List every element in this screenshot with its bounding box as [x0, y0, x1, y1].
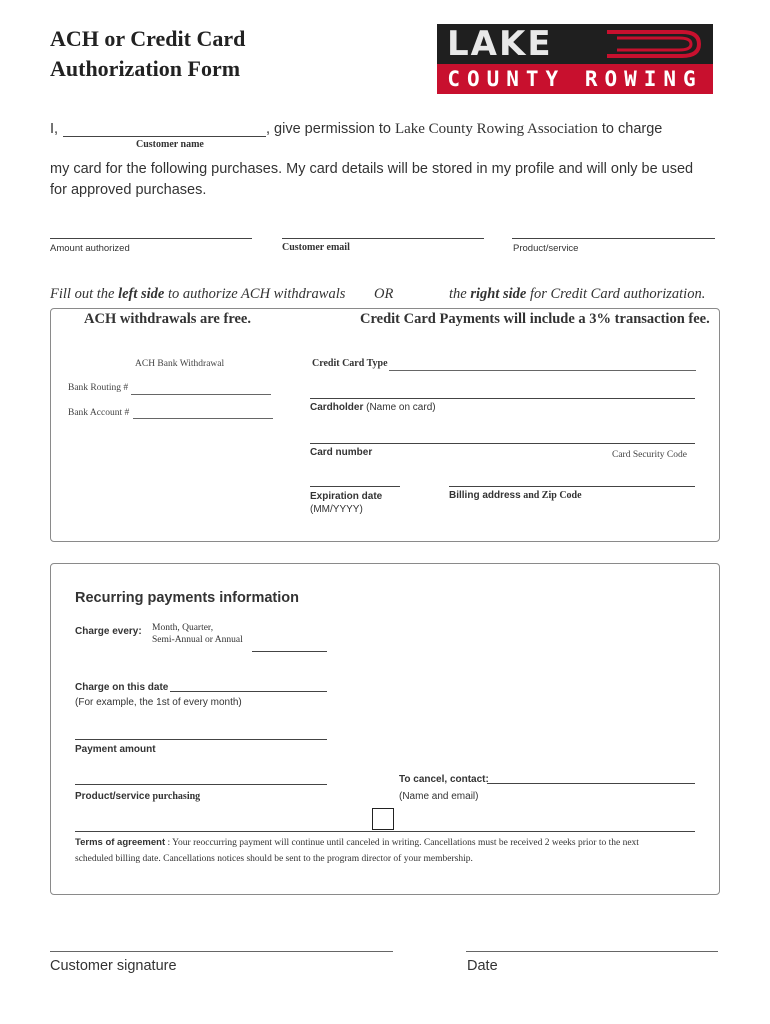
instructions-or: OR	[374, 286, 394, 302]
form-title	[50, 24, 350, 84]
charge-every-label: Charge every:	[75, 626, 142, 637]
charge-on-field[interactable]	[170, 691, 327, 692]
recurring-product-field[interactable]	[75, 784, 327, 785]
logo-stripes-icon	[587, 28, 707, 60]
bank-routing-field[interactable]	[131, 394, 271, 395]
terms-of-agreement	[75, 835, 705, 867]
cardholder-label-group	[310, 402, 436, 413]
payment-amount-field[interactable]	[75, 739, 327, 740]
permission-sentence	[266, 121, 662, 138]
recurring-product-label-group	[75, 791, 200, 802]
date-field[interactable]	[466, 951, 718, 952]
bank-account-field[interactable]	[133, 418, 273, 419]
payment-amount-label: Payment amount	[75, 744, 156, 755]
date-label: Date	[467, 958, 498, 974]
charge-every-option-2: Semi-Annual or Annual	[152, 635, 243, 645]
credit-heading: Credit Card Payments will include a 3% transaction fee.	[360, 311, 710, 327]
terms-divider	[75, 831, 695, 832]
cancel-contact-field[interactable]	[487, 783, 695, 784]
cardholder-label: Cardholder	[310, 402, 364, 413]
charge-every-option-1: Month, Quarter,	[152, 623, 214, 633]
lake-county-rowing-logo	[437, 24, 713, 94]
terms-text-1: : Your reoccurring payment will continue until canceled in writing. Cancellations must be received 2 weeks prior to the next	[165, 838, 639, 848]
charge-on-hint: (For example, the 1st of every month)	[75, 697, 242, 708]
logo-word-county-rowing: COUNTY ROWING	[447, 67, 703, 91]
email-field[interactable]	[282, 238, 484, 239]
billing-label-group	[449, 490, 582, 501]
instructions-left-side: left side	[118, 286, 165, 302]
card-number-field[interactable]	[310, 443, 695, 444]
payment-method-box	[50, 308, 720, 542]
ach-heading: ACH withdrawals are free.	[84, 311, 251, 327]
product-field[interactable]	[512, 238, 715, 239]
recurring-product-label-2: purchasing	[150, 791, 201, 802]
expiration-label: Expiration date	[310, 491, 383, 502]
permission-suffix-end: to charge	[597, 121, 663, 137]
permission-paragraph: my card for the following purchases. My card details will be stored in my profile and will only be used for approved purchases.	[50, 161, 694, 198]
cancel-contact-label: To cancel, contact:	[399, 774, 489, 785]
billing-label-zip: and Zip Code	[520, 490, 582, 501]
recurring-heading: Recurring payments information	[75, 590, 299, 606]
instructions-text-2: to authorize ACH withdrawals	[164, 286, 346, 302]
organization-name: Lake County Rowing Association	[394, 121, 598, 137]
title-line-1: ACH or Credit Card	[50, 26, 246, 51]
billing-label: Billing address	[449, 490, 521, 501]
instructions-text-1: Fill out the	[50, 286, 119, 302]
bank-routing-label: Bank Routing #	[68, 383, 129, 393]
card-number-label: Card number	[310, 447, 373, 458]
cardholder-hint: (Name on card)	[366, 402, 436, 413]
email-label: Customer email	[282, 242, 350, 253]
terms-agreement-checkbox[interactable]	[372, 808, 394, 830]
product-label: Product/service	[513, 243, 579, 254]
expiration-hint: (MM/YYYY)	[310, 504, 363, 515]
terms-line-1	[75, 835, 705, 852]
bank-account-label: Bank Account #	[68, 408, 130, 418]
amount-label: Amount authorized	[50, 243, 130, 254]
terms-text-2: scheduled billing date. Cancellations notices should be sent to the program director of your membership.	[75, 853, 473, 864]
card-type-label: Credit Card Type	[312, 358, 388, 369]
ach-section-label: ACH Bank Withdrawal	[135, 359, 225, 369]
card-type-field[interactable]	[389, 370, 696, 371]
instructions-right-side: right side	[470, 286, 527, 302]
title-line-2: Authorization Form	[50, 56, 241, 81]
customer-signature-label: Customer signature	[50, 958, 177, 974]
customer-name-label: Customer name	[136, 139, 204, 150]
instructions-right	[449, 286, 705, 303]
permission-prefix: I,	[50, 121, 59, 137]
instructions-left	[50, 286, 345, 303]
charge-on-label: Charge on this date	[75, 682, 169, 693]
permission-suffix-start: , give permission to	[266, 121, 395, 137]
cardholder-field[interactable]	[310, 398, 695, 399]
charge-every-field[interactable]	[252, 651, 327, 652]
logo-word-lake: LAKE	[447, 24, 553, 64]
recurring-product-label: Product/service	[75, 791, 151, 802]
terms-label: Terms of agreement	[75, 837, 166, 848]
cancel-contact-hint: (Name and email)	[399, 791, 479, 802]
instructions-text-3: the	[449, 286, 471, 302]
customer-signature-field[interactable]	[50, 951, 393, 952]
amount-field[interactable]	[50, 238, 252, 239]
billing-address-field[interactable]	[449, 486, 695, 487]
charge-every-options	[152, 622, 243, 646]
instructions-text-4: for Credit Card authorization.	[526, 286, 706, 302]
expiration-field[interactable]	[310, 486, 400, 487]
security-code-label: Card Security Code	[612, 450, 687, 460]
customer-name-field[interactable]	[63, 136, 266, 137]
